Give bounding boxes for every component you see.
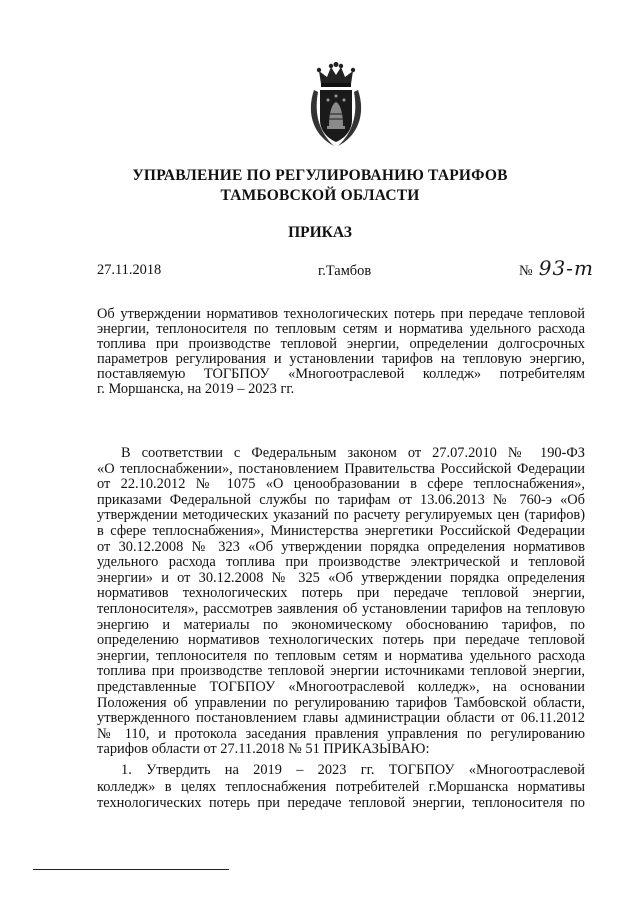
body-line: представленные ТОГБПОУ «Многоотраслевой колледж», на основании bbox=[97, 678, 585, 695]
body-line: определению нормативов технологических потерь при передаче тепловой bbox=[97, 632, 585, 648]
subject-line: Об утверждении нормативов технологических потерь при передаче тепловой bbox=[97, 306, 585, 321]
body-line: приказами Федеральной службы по тарифам от 13.06.2013 № 760-э «Об bbox=[97, 491, 585, 508]
subject-line: поставляемую ТОГБПОУ «Многоотраслевой колледж» потребителям bbox=[97, 366, 585, 381]
body-line: от 30.12.2008 № 323 «Об утверждении порядка определения нормативов bbox=[97, 538, 585, 555]
body-line: утвержденного постановлением главы администрации области от 06.11.2012 bbox=[97, 710, 585, 726]
preamble-paragraph bbox=[97, 445, 585, 757]
order-subject bbox=[97, 306, 585, 396]
order-item-1 bbox=[97, 762, 585, 812]
subject-line: г. Моршанска, на 2019 – 2023 гг. bbox=[97, 381, 295, 396]
body-line: удельного расхода топлива при производстве электрической и тепловой bbox=[97, 554, 585, 570]
footnote-separator bbox=[33, 869, 229, 870]
body-line: от 22.10.2012 № 1075 «О ценообразовании в сфере теплоснабжения», bbox=[97, 476, 585, 492]
handwritten-number: 93-т bbox=[538, 256, 594, 280]
body-line: Положения об управлении по регулированию тарифов Тамбовской области, bbox=[97, 694, 585, 711]
tambov-coat-of-arms-icon bbox=[305, 62, 367, 150]
subject-line: параметров регулирования и установлении тарифов на тепловую энергию, bbox=[97, 351, 585, 366]
body-line: теплоносителя», рассмотрев заявления об установлении тарифов на тепловую bbox=[97, 600, 585, 617]
body-line: энергии, теплоносителя по тепловым сетям и норматива удельного расхода bbox=[97, 647, 585, 664]
body-line: энергию и материалы по экономическому обоснованию тарифов, по bbox=[97, 616, 585, 633]
item-line: колледж» в целях теплоснабжения потребителей г.Моршанска нормативы bbox=[97, 778, 585, 795]
document-type-title: ПРИКАЗ bbox=[288, 224, 352, 241]
body-line: топлива при производстве тепловой энергии источниками тепловой энергии, bbox=[97, 663, 585, 679]
body-line: нормативов технологических потерь при передаче тепловой энергии, bbox=[97, 585, 585, 601]
body-line: В соответствии с Федеральным законом от 27.07.2010 № 190-ФЗ bbox=[121, 445, 585, 461]
body-line: тарифов области от 27.11.2018 № 51 ПРИКАЗЫВАЮ: bbox=[97, 741, 430, 757]
number-label: № bbox=[519, 263, 533, 279]
subject-line: топлива при производстве тепловой энергии, определении долгосрочных bbox=[97, 336, 585, 351]
body-line: «О теплоснабжении», постановлением Правительства Российской Федерации bbox=[97, 460, 585, 477]
subject-line: энергии, теплоносителя по тепловым сетям и норматива удельного расхода bbox=[97, 321, 585, 336]
organization-name-line2: ТАМБОВСКОЙ ОБЛАСТИ bbox=[220, 187, 420, 204]
body-line: в сфере теплоснабжения», Министерства энергетики Российской Федерации bbox=[97, 522, 585, 539]
item-line: 1. Утвердить на 2019 – 2023 гг. ТОГБПОУ «Многоотраслевой bbox=[121, 762, 585, 778]
body-line: № 110, и протокола заседания правления управления по регулированию bbox=[97, 725, 585, 742]
item-line: технологических потерь при передаче тепловой энергии, теплоносителя по bbox=[97, 795, 585, 811]
document-date: 27.11.2018 bbox=[97, 262, 162, 278]
document-city: г.Тамбов bbox=[318, 263, 372, 279]
body-line: утверждении методических указаний по расчету регулируемых цен (тарифов) bbox=[97, 507, 585, 523]
document-number bbox=[519, 256, 594, 280]
organization-name-line1: УПРАВЛЕНИЕ ПО РЕГУЛИРОВАНИЮ ТАРИФОВ bbox=[132, 167, 508, 184]
organization-name bbox=[0, 166, 640, 206]
body-line: энергии» и от 30.12.2008 № 325 «Об утверждении порядка определения bbox=[97, 569, 585, 586]
